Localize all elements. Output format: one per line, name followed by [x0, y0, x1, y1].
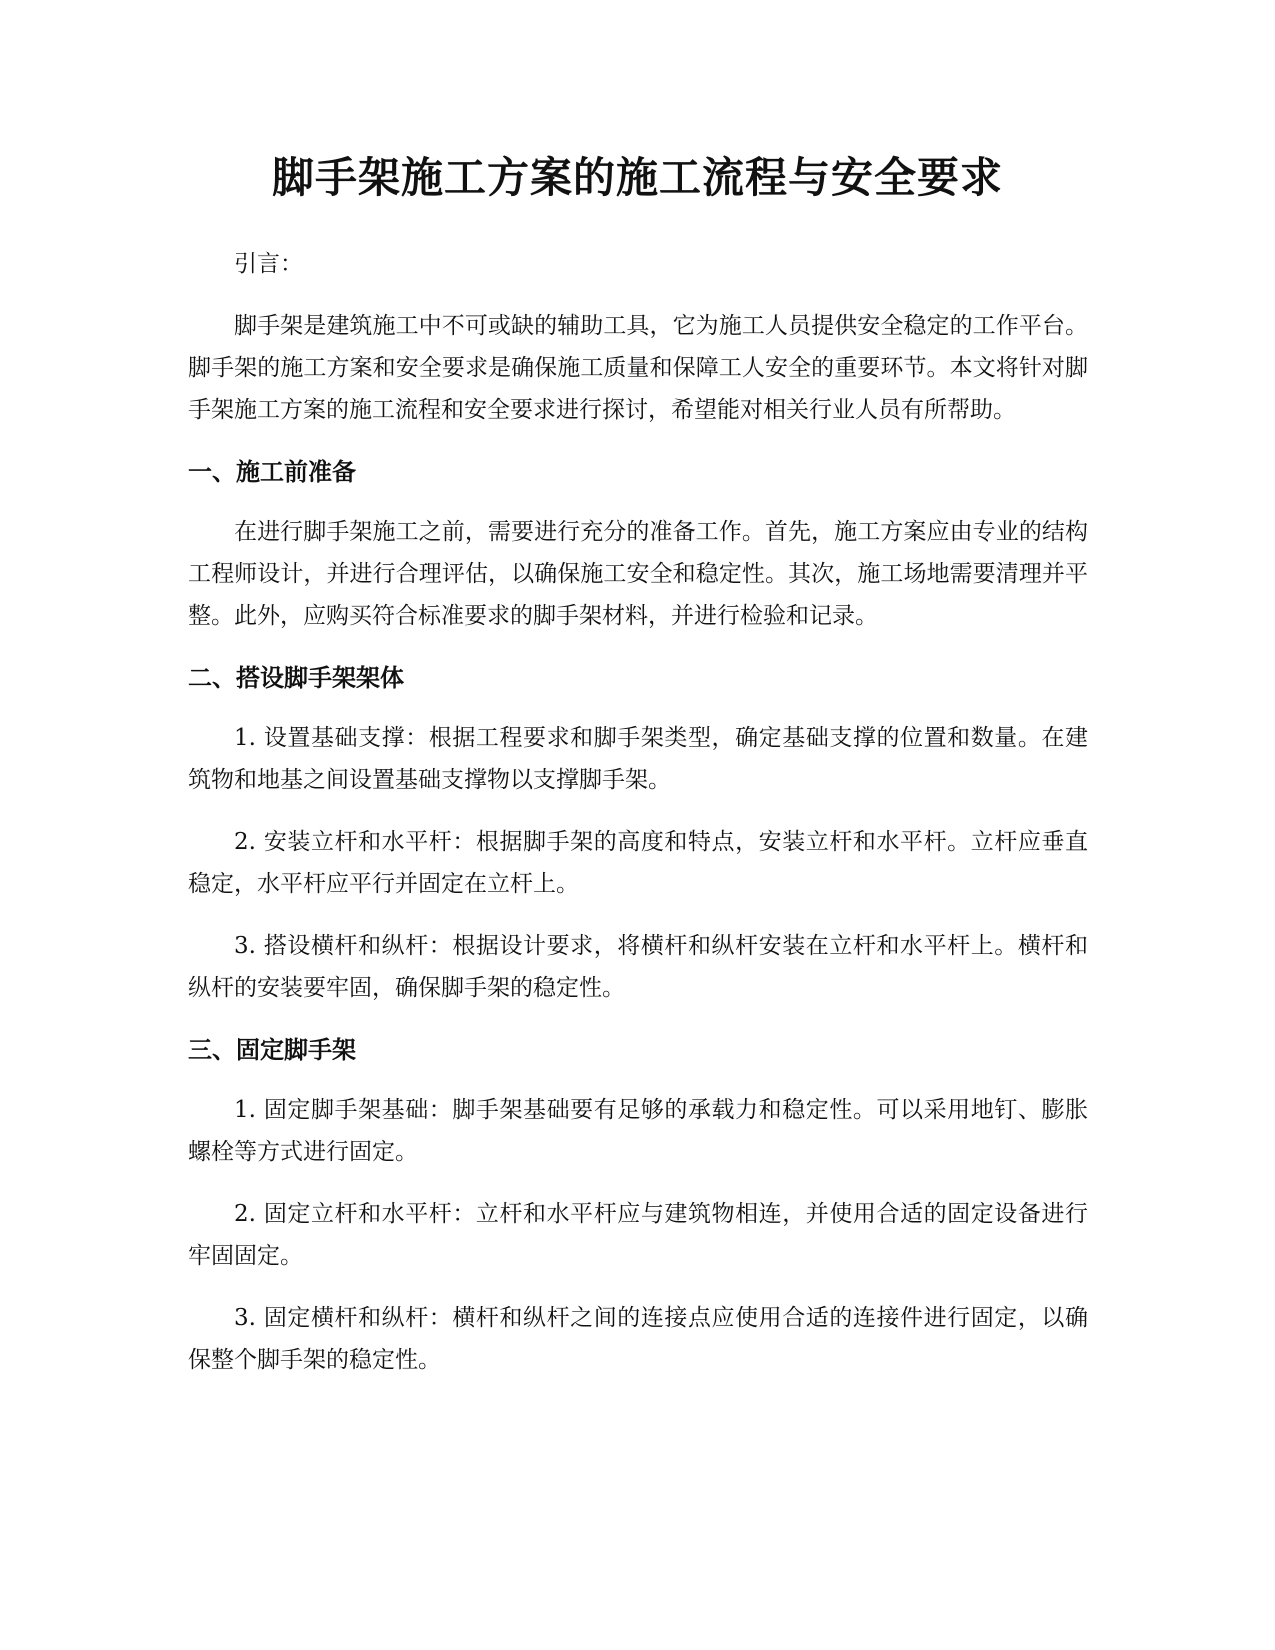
section-paragraph: 3. 固定横杆和纵杆：横杆和纵杆之间的连接点应使用合适的连接件进行固定，以确保整个脚手架的稳定性。	[188, 1305, 1088, 1373]
intro-label: 引言：	[234, 251, 303, 277]
intro-paragraph: 脚手架是建筑施工中不可或缺的辅助工具，它为施工人员提供安全稳定的工作平台。脚手架的施工方案和安全要求是确保施工质量和保障工人安全的重要环节。本文将针对脚手架施工方案的施工流程和安全要求进行探讨，希望能对相关行业人员有所帮助。	[188, 313, 1088, 423]
document-title: 脚手架施工方案的施工流程与安全要求	[271, 153, 1003, 202]
section-paragraph: 2. 固定立杆和水平杆：立杆和水平杆应与建筑物相连，并使用合适的固定设备进行牢固固定。	[188, 1201, 1088, 1269]
section-heading-fixing: 三、固定脚手架	[188, 1036, 356, 1064]
section-paragraph: 1. 设置基础支撑：根据工程要求和脚手架类型，确定基础支撑的位置和数量。在建筑物和地基之间设置基础支撑物以支撑脚手架。	[188, 725, 1088, 793]
document-body	[188, 243, 1088, 1401]
section-heading-preparation: 一、施工前准备	[188, 458, 356, 486]
section-paragraph: 2. 安装立杆和水平杆：根据脚手架的高度和特点，安装立杆和水平杆。立杆应垂直稳定，水平杆应平行并固定在立杆上。	[188, 829, 1088, 897]
section-heading-erection: 二、搭设脚手架架体	[188, 664, 404, 692]
section-paragraph: 1. 固定脚手架基础：脚手架基础要有足够的承载力和稳定性。可以采用地钉、膨胀螺栓等方式进行固定。	[188, 1097, 1088, 1165]
section-paragraph: 在进行脚手架施工之前，需要进行充分的准备工作。首先，施工方案应由专业的结构工程师设计，并进行合理评估，以确保施工安全和稳定性。其次，施工场地需要清理并平整。此外，应购买符合标准要求的脚手架材料，并进行检验和记录。	[188, 519, 1088, 629]
section-paragraph: 3. 搭设横杆和纵杆：根据设计要求，将横杆和纵杆安装在立杆和水平杆上。横杆和纵杆的安装要牢固，确保脚手架的稳定性。	[188, 933, 1088, 1001]
